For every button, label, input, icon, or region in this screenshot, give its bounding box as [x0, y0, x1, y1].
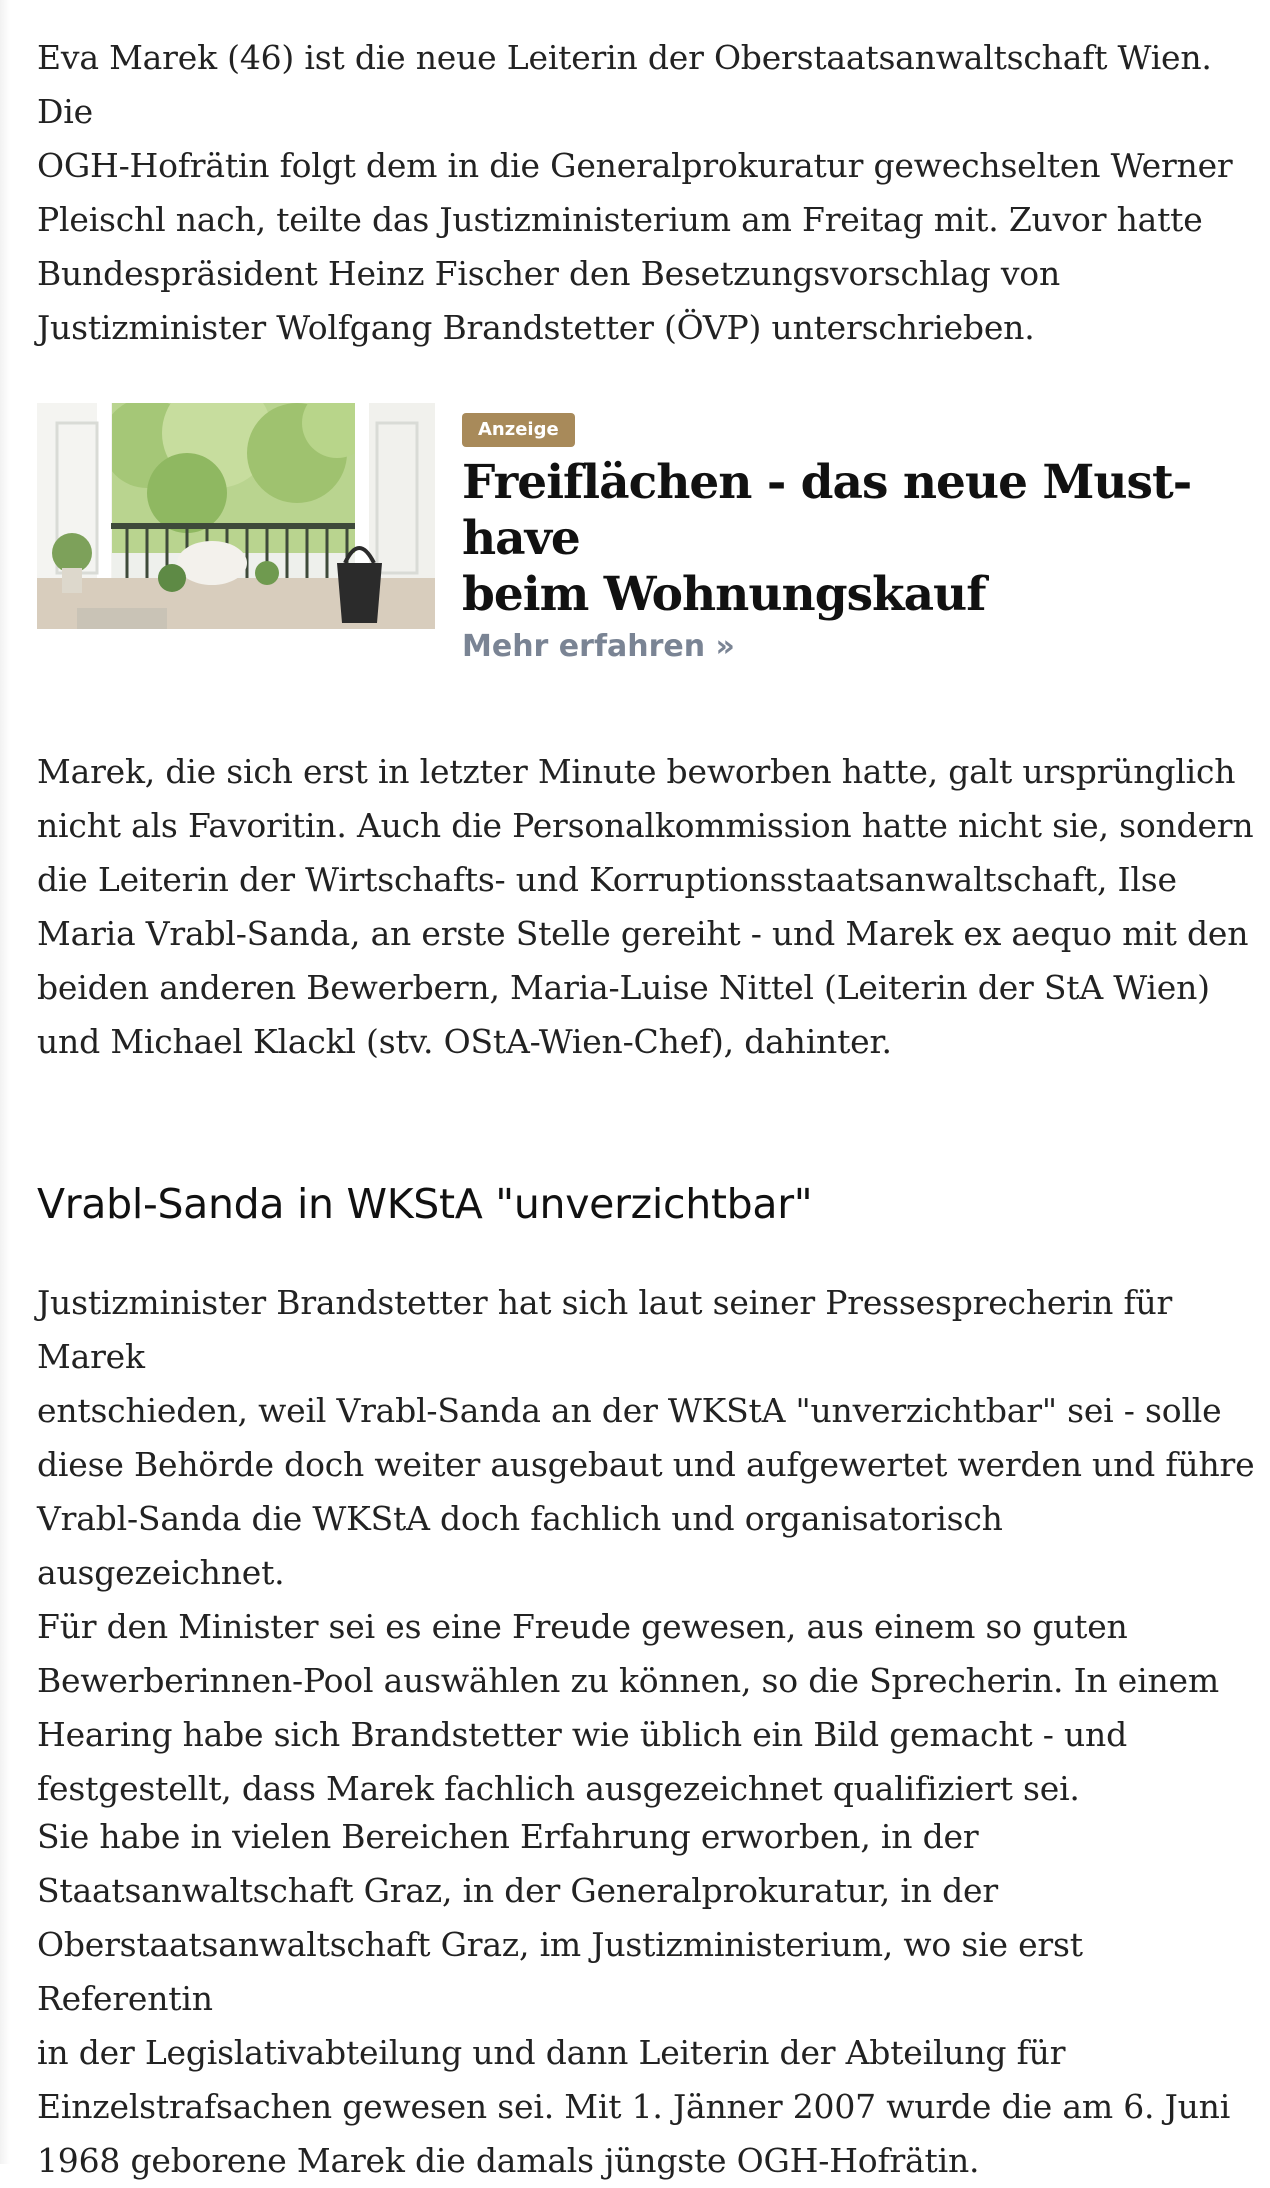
article-paragraph-3: Justizminister Brandstetter hat sich laut seiner Pressesprecherin für Marek entschieden, weil Vrabl-Sanda an der WKStA "unverzichtbar" sei - solle diese Behörde doch weiter ausgebaut und aufgewertet werden und führe Vrabl-Sanda die WKStA doch fachlich und organisatorisch ausgezeichnet. Für den Minister sei es eine Freude gewesen, aus einem so guten Bewerberinnen-Pool auswählen zu können, so die Sprecherin. In einem Hearing habe sich Brandstetter wie üblich ein Bild gemacht - und festgestellt, dass Marek fachlich ausgezeichnet qualifiziert sei.: [37, 1283, 1255, 1808]
article-paragraph-4: Sie habe in vielen Bereichen Erfahrung erworben, in der Staatsanwaltschaft Graz, in der Generalprokuratur, in der Oberstaatsanwaltschaft Graz, im Justizministerium, wo sie erst Referentin in der Legislativabteilung und dann Leiterin der Abteilung für Einzelstrafsachen gewesen sei. Mit 1. Jänner 2007 wurde die am 6. Juni 1968 geborene Marek die damals jüngste OGH-Hofrätin.: [37, 1817, 1231, 2180]
ad-image-balcony[interactable]: [37, 403, 435, 629]
article-subheading: Vrabl-Sanda in WKStA "unverzichtbar": [37, 1180, 813, 1228]
article-paragraph-2: Marek, die sich erst in letzter Minute beworben hatte, galt ursprünglich nicht als Favoritin. Auch die Personalkommission hatte nicht sie, sondern die Leiterin der Wirtschafts- und Korruptionsstaatsanwaltschaft, Ilse Maria Vrabl-Sanda, an erste Stelle gereiht - und Marek ex aequo mit den beiden anderen Bewerbern, Maria-Luise Nittel (Leiterin der StA Wien) und Michael Klackl (stv. OStA-Wien-Chef), dahinter.: [37, 752, 1254, 1061]
ad-badge: Anzeige: [462, 413, 575, 447]
balcony-illustration: [37, 403, 435, 629]
ad-title-link[interactable]: [462, 455, 1222, 623]
page-edge-shade: [0, 0, 10, 2164]
ad-title-line-2: beim Wohnungskauf: [462, 567, 986, 622]
ad-text-block: [462, 413, 1222, 667]
ad-more-link[interactable]: Mehr erfahren »: [462, 629, 735, 664]
ad-title-line-1: Freiflächen - das neue Must-have: [462, 455, 1192, 566]
article-paragraph-1: Eva Marek (46) ist die neue Leiterin der Oberstaatsanwaltschaft Wien. Die OGH-Hofrätin folgt dem in die Generalprokuratur gewechselten Werner Pleischl nach, teilte das Justizministerium am Freitag mit. Zuvor hatte Bundespräsident Heinz Fischer den Besetzungsvorschlag von Justizminister Wolfgang Brandstetter (ÖVP) unterschrieben.: [37, 38, 1233, 347]
advertisement-teaser[interactable]: [37, 403, 1237, 664]
